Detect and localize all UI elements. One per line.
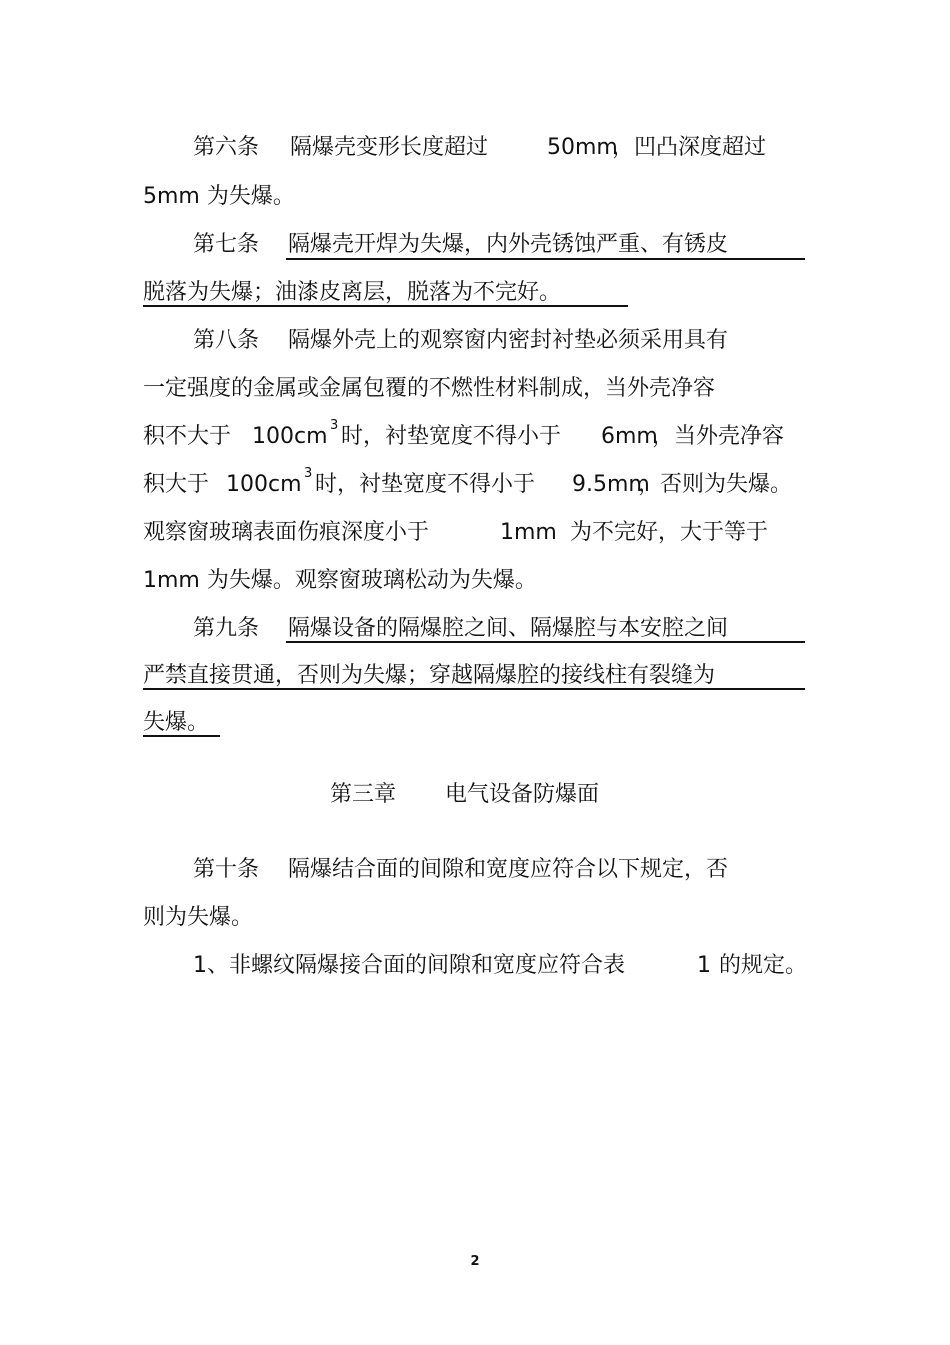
underline xyxy=(143,735,220,737)
article-10-item: 的规定。 xyxy=(719,953,808,978)
article-9-text: 隔爆设备的隔爆腔之间、隔爆腔与本安腔之间 xyxy=(288,616,729,641)
article-10-text: 则为失爆。 xyxy=(143,905,254,930)
article-8-value: 100cm xyxy=(226,472,302,497)
article-8-text: 观察窗玻璃表面伤痕深度小于 xyxy=(143,520,430,545)
article-8-text: 积不大于 xyxy=(143,424,232,449)
article-7-text: 脱落为失爆；油漆皮离层，脱落为不完好。 xyxy=(143,280,562,305)
article-8-text: 1mm 为失爆。观察窗玻璃松动为失爆。 xyxy=(143,568,537,593)
superscript: 3 xyxy=(330,418,339,433)
article-6-text: 隔爆壳变形长度超过 xyxy=(290,135,489,160)
article-8-text: 隔爆外壳上的观察窗内密封衬垫必须采用具有 xyxy=(288,328,729,353)
article-8-text: 时，衬垫宽度不得小于 xyxy=(341,424,562,449)
article-6-text: ，凹凸深度超过 xyxy=(612,135,767,160)
article-8-value: 9.5mm xyxy=(572,472,650,497)
article-10-text: 隔爆结合面的间隙和宽度应符合以下规定，否 xyxy=(288,857,729,882)
article-9-label: 第九条 xyxy=(193,616,260,641)
article-10-item: 1、非螺纹隔爆接合面的间隙和宽度应符合表 xyxy=(193,953,625,978)
underline xyxy=(286,258,805,260)
chapter-title: 电气设备防爆面 xyxy=(445,782,600,807)
underline xyxy=(143,305,628,307)
article-8-text: 积大于 xyxy=(143,472,210,497)
article-10-value: 1 xyxy=(697,953,711,978)
article-6-label: 第六条 xyxy=(193,135,260,160)
article-8-value: 100cm xyxy=(252,424,328,449)
article-8-value: 1mm xyxy=(500,520,557,545)
article-10-label: 第十条 xyxy=(193,857,260,882)
underline xyxy=(143,688,805,690)
article-6-text: 5mm 为失爆。 xyxy=(143,184,295,209)
article-7-label: 第七条 xyxy=(193,232,260,257)
article-8-text: ，当外壳净容 xyxy=(652,424,785,449)
article-8-label: 第八条 xyxy=(193,328,260,353)
article-8-text: ，否则为失爆。 xyxy=(638,472,793,497)
underline xyxy=(286,641,805,643)
article-8-text: 一定强度的金属或金属包覆的不燃性材料制成，当外壳净容 xyxy=(143,376,716,401)
page-number: 2 xyxy=(470,1254,480,1269)
article-9-text: 失爆。 xyxy=(143,710,210,735)
article-9-text: 严禁直接贯通，否则为失爆；穿越隔爆腔的接线柱有裂缝为 xyxy=(143,663,716,688)
chapter-number: 第三章 xyxy=(330,782,397,807)
article-6-value: 50mm xyxy=(547,135,618,160)
article-8-text: 为不完好，大于等于 xyxy=(570,520,769,545)
article-8-text: 时，衬垫宽度不得小于 xyxy=(315,472,536,497)
superscript: 3 xyxy=(304,466,313,481)
article-8-value: 6mm xyxy=(601,424,658,449)
article-7-text: 隔爆壳开焊为失爆，内外壳锈蚀严重、有锈皮 xyxy=(288,232,729,257)
